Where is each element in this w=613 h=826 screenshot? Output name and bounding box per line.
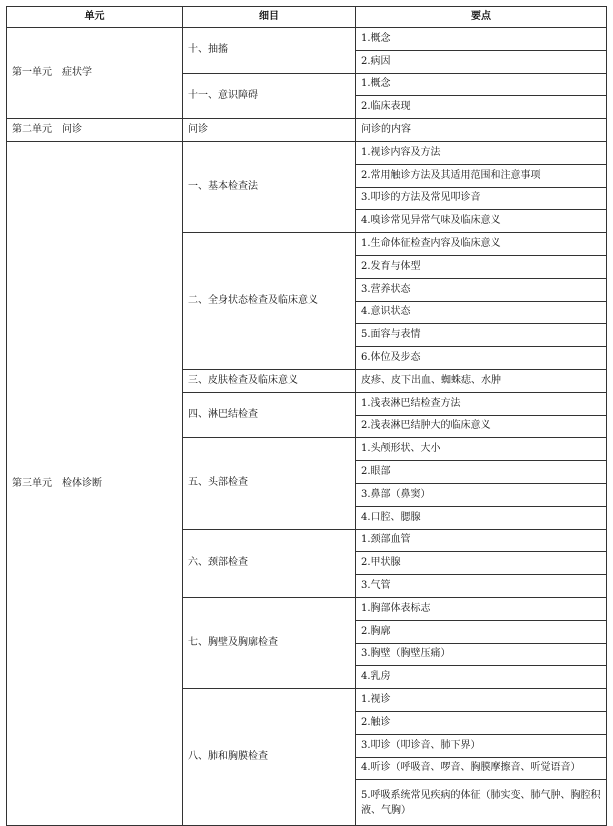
- point-cell: 1.视诊: [356, 689, 607, 712]
- subject-cell: 十、抽搐: [183, 28, 356, 74]
- point-cell: 2.临床表现: [356, 96, 607, 119]
- point-cell: 2.浅表淋巴结肿大的临床意义: [356, 415, 607, 438]
- point-cell: 4.口腔、腮腺: [356, 506, 607, 529]
- point-cell: 1.头颅形状、大小: [356, 438, 607, 461]
- point-cell: 4.意识状态: [356, 301, 607, 324]
- table-header: [7, 7, 607, 28]
- syllabus-table: [6, 6, 607, 826]
- point-cell: 3.气管: [356, 575, 607, 598]
- table-row: [7, 141, 607, 164]
- subject-cell: 六、颈部检查: [183, 529, 356, 597]
- point-cell: 皮疹、皮下出血、蜘蛛痣、水肿: [356, 369, 607, 392]
- point-cell: 4.听诊（呼吸音、啰音、胸膜摩擦音、听觉语音）: [356, 757, 607, 780]
- subject-cell: 一、基本检查法: [183, 141, 356, 232]
- point-cell: 3.胸壁（胸壁压痛）: [356, 643, 607, 666]
- subject-cell: 八、肺和胸膜检查: [183, 689, 356, 826]
- point-cell: 3.鼻部（鼻窦）: [356, 483, 607, 506]
- point-cell: 1.概念: [356, 73, 607, 96]
- point-cell: 5.呼吸系统常见疾病的体征（肺实变、肺气肿、胸腔积液、气胸）: [356, 780, 607, 826]
- point-cell: 2.胸廓: [356, 620, 607, 643]
- subject-cell: 五、头部检查: [183, 438, 356, 529]
- header-unit: 单元: [7, 7, 183, 28]
- point-cell: 2.常用触诊方法及其适用范围和注意事项: [356, 164, 607, 187]
- point-cell: 2.发育与体型: [356, 255, 607, 278]
- point-cell: 4.乳房: [356, 666, 607, 689]
- point-cell: 5.面容与表情: [356, 324, 607, 347]
- unit-cell: 第二单元 问诊: [7, 119, 183, 142]
- point-cell: 2.眼部: [356, 461, 607, 484]
- subject-cell: 十一、意识障碍: [183, 73, 356, 119]
- unit-cell: 第一单元 症状学: [7, 28, 183, 119]
- point-cell: 1.视诊内容及方法: [356, 141, 607, 164]
- point-cell: 3.叩诊（叩诊音、肺下界）: [356, 734, 607, 757]
- subject-cell: 三、皮肤检查及临床意义: [183, 369, 356, 392]
- point-cell: 2.病因: [356, 50, 607, 73]
- point-cell: 1.颈部血管: [356, 529, 607, 552]
- table-row: [7, 28, 607, 51]
- point-cell: 2.甲状腺: [356, 552, 607, 575]
- header-points: 要点: [356, 7, 607, 28]
- point-cell: 3.营养状态: [356, 278, 607, 301]
- point-cell: 1.生命体征检查内容及临床意义: [356, 233, 607, 256]
- subject-cell: 七、胸壁及胸廓检查: [183, 597, 356, 688]
- header-row: [7, 7, 607, 28]
- point-cell: 6.体位及步态: [356, 347, 607, 370]
- table-body: [7, 28, 607, 826]
- point-cell: 4.嗅诊常见异常气味及临床意义: [356, 210, 607, 233]
- point-cell: 1.浅表淋巴结检查方法: [356, 392, 607, 415]
- subject-cell: 二、全身状态检查及临床意义: [183, 233, 356, 370]
- point-cell: 2.触诊: [356, 711, 607, 734]
- unit-cell: 第三单元 检体诊断: [7, 141, 183, 825]
- table-row: [7, 119, 607, 142]
- subject-cell: 四、淋巴结检查: [183, 392, 356, 438]
- point-cell: 问诊的内容: [356, 119, 607, 142]
- point-cell: 1.胸部体表标志: [356, 597, 607, 620]
- point-cell: 3.叩诊的方法及常见叩诊音: [356, 187, 607, 210]
- subject-cell: 问诊: [183, 119, 356, 142]
- point-cell: 1.概念: [356, 28, 607, 51]
- header-subject: 细目: [183, 7, 356, 28]
